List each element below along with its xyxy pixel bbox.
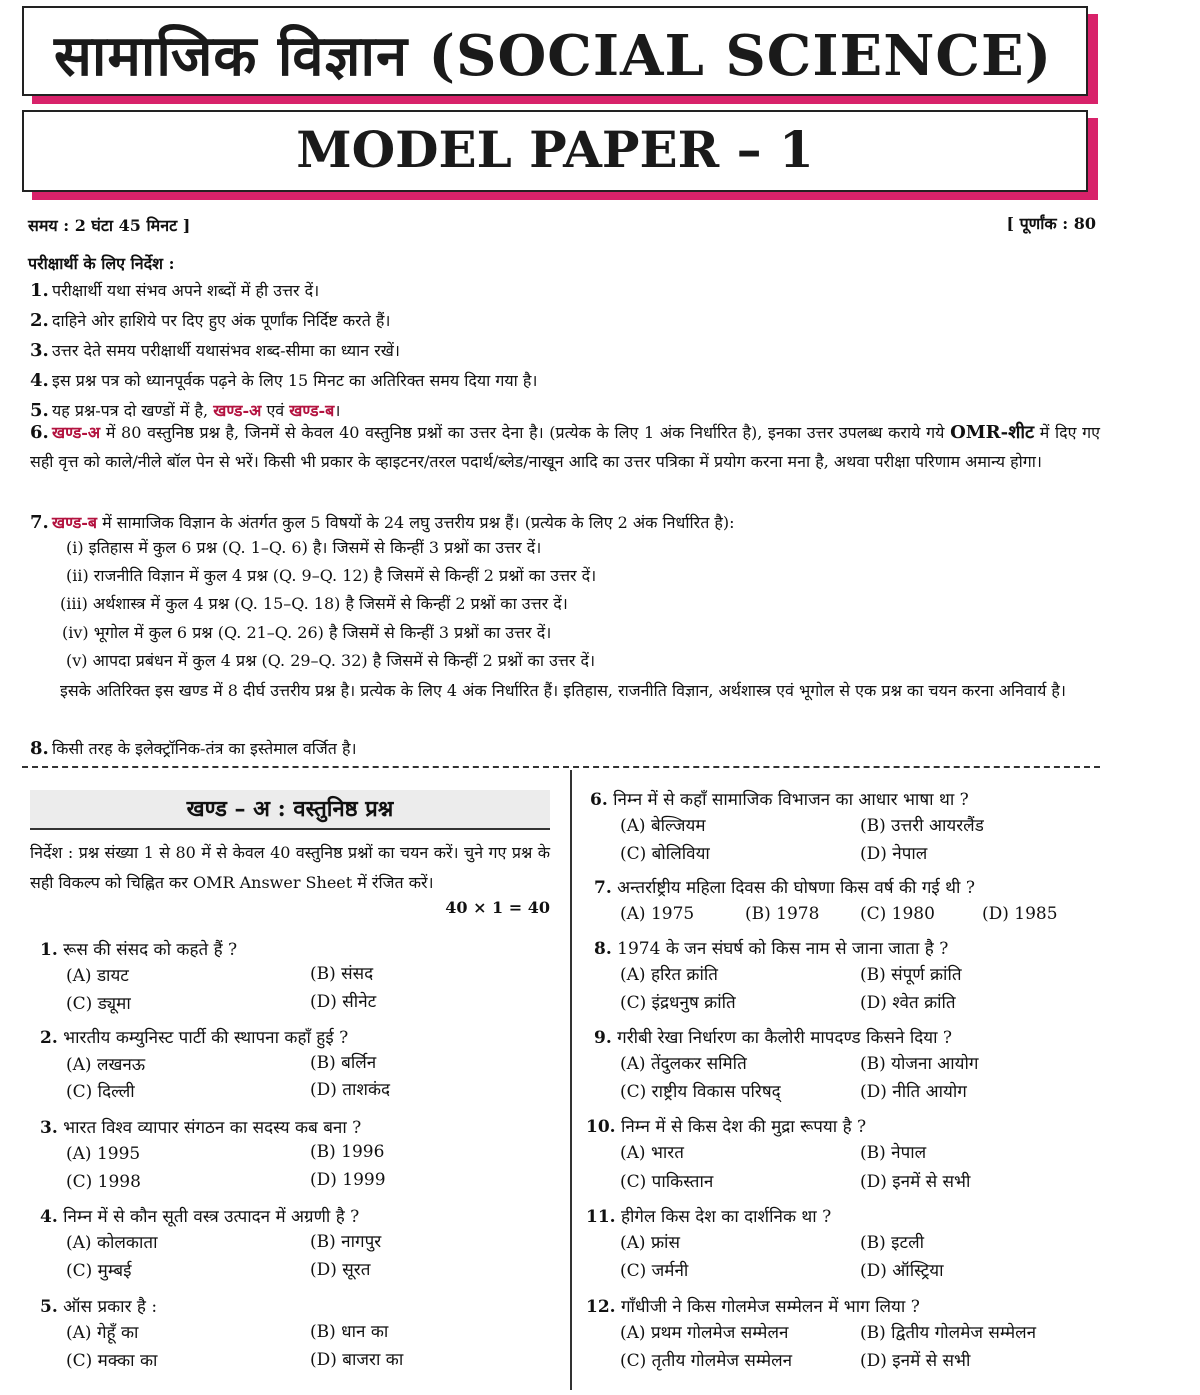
option: (D) बाजरा का bbox=[310, 1350, 404, 1370]
option: (B) संसद bbox=[310, 964, 374, 984]
option: (D) ऑस्ट्रिया bbox=[860, 1261, 944, 1281]
option: (A) भारत bbox=[620, 1143, 684, 1163]
question-number: 8. bbox=[594, 939, 612, 959]
question-number: 5. bbox=[40, 1297, 58, 1317]
instruction-text: यह प्रश्न-पत्र दो खण्डों में है, bbox=[52, 401, 209, 420]
option: (B) बर्लिन bbox=[310, 1053, 377, 1073]
option: (A) लखनऊ bbox=[66, 1055, 146, 1075]
option: (B) नेपाल bbox=[860, 1143, 927, 1163]
title-banner bbox=[22, 6, 1088, 96]
instruction-text: इस प्रश्न पत्र को ध्यानपूर्वक पढ़ने के लिए 15 मिनट का अतिरिक्त समय दिया गया है। bbox=[52, 371, 538, 390]
sub-instruction: (iii) अर्थशास्त्र में कुल 4 प्रश्न (Q. 15–Q. 18) है जिसमें से किन्हीं 2 प्रश्नों का उत्तर दें। bbox=[60, 594, 568, 613]
instruction-number: 3. bbox=[30, 340, 49, 361]
option: (B) संपूर्ण क्रांति bbox=[860, 965, 962, 985]
option: (B) 1996 bbox=[310, 1142, 385, 1162]
question-text: ऑस प्रकार है : bbox=[63, 1297, 158, 1317]
question-text: निम्न में से कहाँ सामाजिक विभाजन का आधार भाषा था ? bbox=[613, 790, 969, 810]
option: (C) 1980 bbox=[860, 904, 935, 924]
section-marks: 40 × 1 = 40 bbox=[445, 898, 550, 917]
question-text: 1974 के जन संघर्ष को किस नाम से जाना जाता है ? bbox=[617, 939, 949, 959]
instruction-number: 4. bbox=[30, 370, 49, 391]
instruction-text: किसी तरह के इलेक्ट्रॉनिक-तंत्र का इस्तेमाल वर्जित है। bbox=[52, 739, 357, 758]
question bbox=[40, 1203, 359, 1231]
option: (C) तृतीय गोलमेज सम्मेलन bbox=[620, 1351, 793, 1371]
question bbox=[40, 1024, 348, 1052]
option: (D) 1999 bbox=[310, 1170, 386, 1190]
question bbox=[594, 935, 948, 963]
question bbox=[586, 1203, 831, 1231]
question-number: 3. bbox=[40, 1118, 58, 1138]
paper-title: MODEL PAPER – 1 bbox=[296, 120, 814, 179]
question bbox=[586, 1113, 866, 1141]
option: (A) हरित क्रांति bbox=[620, 965, 718, 985]
option: (D) श्वेत क्रांति bbox=[860, 993, 956, 1013]
page-title: सामाजिक विज्ञान (SOCIAL SCIENCE) bbox=[54, 23, 1053, 89]
option: (A) बेल्जियम bbox=[620, 816, 706, 836]
question bbox=[594, 874, 975, 902]
option: (D) नेपाल bbox=[860, 844, 928, 864]
option: (D) नीति आयोग bbox=[860, 1082, 967, 1102]
option: (A) डायट bbox=[66, 966, 129, 986]
option: (C) इंद्रधनुष क्रांति bbox=[620, 993, 736, 1013]
column-divider bbox=[570, 770, 572, 1390]
option: (A) 1975 bbox=[620, 904, 695, 924]
omr-sheet-label: OMR-शीट bbox=[950, 422, 1035, 443]
option: (B) नागपुर bbox=[310, 1232, 382, 1252]
instruction-item bbox=[30, 508, 1100, 537]
extra-instruction: इसके अतिरिक्त इस खण्ड में 8 दीर्घ उत्तरीय प्रश्न है। प्रत्येक के लिए 4 अंक निर्धारित हैं। इतिहास, राजनीति विज्ञान, अर्थशास्त्र एवं भूगोल से एक प्रश्न का चयन करना अनिवार्य है। bbox=[60, 681, 1066, 700]
question bbox=[594, 1024, 952, 1052]
question-text: हीगेल किस देश का दार्शनिक था ? bbox=[620, 1207, 832, 1227]
instruction-item bbox=[30, 336, 1100, 365]
option: (A) गेहूँ का bbox=[66, 1323, 139, 1343]
section-direction: निर्देश : प्रश्न संख्या 1 से 80 में से केवल 40 वस्तुनिष्ठ प्रश्नों का चयन करें। चुने गए प्रश्न के सही विकल्प को चिह्नित कर OMR Answer Sheet में रंजित करें। bbox=[30, 843, 550, 892]
option: (B) द्वितीय गोलमेज सम्मेलन bbox=[860, 1323, 1037, 1343]
instruction-item bbox=[30, 366, 1100, 395]
instruction-item bbox=[30, 418, 1100, 476]
option: (D) 1985 bbox=[982, 904, 1058, 924]
question-text: भारत विश्व व्यापार संगठन का सदस्य कब बना ? bbox=[63, 1118, 362, 1138]
option: (C) राष्ट्रीय विकास परिषद् bbox=[620, 1082, 781, 1102]
option: (A) फ्रांस bbox=[620, 1233, 680, 1253]
option: (C) जर्मनी bbox=[620, 1261, 689, 1281]
instruction-text: दाहिने ओर हाशिये पर दिए हुए अंक पूर्णांक निर्दिष्ट करते हैं। bbox=[52, 311, 391, 330]
question-text: निम्न में से किस देश की मुद्रा रूपया है ? bbox=[620, 1117, 867, 1137]
question-text: अन्तर्राष्ट्रीय महिला दिवस की घोषणा किस वर्ष की गई थी ? bbox=[617, 878, 975, 898]
option: (D) सूरत bbox=[310, 1260, 371, 1280]
instruction-number: 5. bbox=[30, 400, 49, 421]
option: (C) मुम्बई bbox=[66, 1261, 132, 1281]
option: (C) ड्यूमा bbox=[66, 994, 131, 1014]
question-number: 11. bbox=[586, 1207, 616, 1227]
sub-instruction: (iv) भूगोल में कुल 6 प्रश्न (Q. 21–Q. 26) है जिसमें से किन्हीं 3 प्रश्नों का उत्तर दें। bbox=[62, 623, 552, 642]
instruction-number: 2. bbox=[30, 310, 49, 331]
option: (A) तेंदुलकर समिति bbox=[620, 1054, 747, 1074]
khand-b-label: खण्ड-ब bbox=[289, 401, 335, 420]
option: (B) 1978 bbox=[745, 904, 820, 924]
instruction-text: उत्तर देते समय परीक्षार्थी यथासंभव शब्द-सीमा का ध्यान रखें। bbox=[52, 341, 400, 360]
instruction-number: 7. bbox=[30, 512, 49, 533]
khand-a-label: खण्ड-अ bbox=[52, 423, 101, 442]
instruction-number: 8. bbox=[30, 738, 49, 759]
option: (D) सीनेट bbox=[310, 992, 377, 1012]
khand-b-label: खण्ड-ब bbox=[52, 513, 98, 532]
option: (C) मक्का का bbox=[66, 1351, 158, 1371]
time-label: समय : 2 घंटा 45 मिनट ] bbox=[28, 216, 191, 235]
instruction-text: परीक्षार्थी यथा संभव अपने शब्दों में ही उत्तर दें। bbox=[52, 281, 320, 300]
option: (C) पाकिस्तान bbox=[620, 1172, 714, 1192]
question-number: 9. bbox=[594, 1028, 612, 1048]
question-number: 10. bbox=[586, 1117, 616, 1137]
option: (B) धान का bbox=[310, 1322, 389, 1342]
instruction-item bbox=[30, 734, 1100, 763]
full-marks-label: [ पूर्णांक : 80 bbox=[1006, 214, 1096, 233]
sub-instruction: (v) आपदा प्रबंधन में कुल 4 प्रश्न (Q. 29–Q. 32) है जिसमें से किन्हीं 2 प्रश्नों का उत्तर दें। bbox=[66, 651, 596, 670]
sub-instruction: (i) इतिहास में कुल 6 प्रश्न (Q. 1–Q. 6) है। जिसमें से किन्हीं 3 प्रश्नों का उत्तर दें। bbox=[66, 538, 542, 557]
section-divider bbox=[22, 766, 1100, 768]
option: (A) प्रथम गोलमेज सम्मेलन bbox=[620, 1323, 789, 1343]
question bbox=[590, 786, 969, 814]
instruction-text: में 80 वस्तुनिष्ठ प्रश्न है, जिनमें से केवल 40 वस्तुनिष्ठ प्रश्नों का उत्तर देना है। (प्रत्येक के लिए 1 अंक निर्धारित है), इनका उत्तर उपलब्ध कराये गये bbox=[105, 423, 945, 442]
instruction-number: 1. bbox=[30, 280, 49, 301]
instruction-number: 6. bbox=[30, 422, 49, 443]
sub-instruction: (ii) राजनीति विज्ञान में कुल 4 प्रश्न (Q. 9–Q. 12) है जिसमें से किन्हीं 2 प्रश्नों का उत्तर दें। bbox=[66, 566, 597, 585]
option: (D) ताशकंद bbox=[310, 1080, 391, 1100]
option: (B) योजना आयोग bbox=[860, 1054, 979, 1074]
option: (C) 1998 bbox=[66, 1172, 141, 1192]
section-heading: खण्ड – अ : वस्तुनिष्ठ प्रश्न bbox=[30, 790, 550, 830]
option: (A) 1995 bbox=[66, 1144, 141, 1164]
question bbox=[40, 1293, 157, 1321]
question-number: 12. bbox=[586, 1297, 616, 1317]
question-text: गाँधीजी ने किस गोलमेज सम्मेलन में भाग लिया ? bbox=[620, 1297, 920, 1317]
instruction-item bbox=[30, 276, 1100, 305]
option: (C) बोलिविया bbox=[620, 844, 710, 864]
question-text: रूस की संसद को कहते हैं ? bbox=[63, 940, 238, 960]
question-text: निम्न में से कौन सूती वस्त्र उत्पादन में अग्रणी है ? bbox=[63, 1207, 360, 1227]
option: (D) इनमें से सभी bbox=[860, 1351, 971, 1371]
instruction-text: एवं bbox=[266, 401, 285, 420]
question-text: भारतीय कम्युनिस्ट पार्टी की स्थापना कहाँ हुई ? bbox=[63, 1028, 349, 1048]
question bbox=[586, 1293, 920, 1321]
instructions-heading: परीक्षार्थी के लिए निर्देश : bbox=[28, 254, 175, 273]
question-number: 4. bbox=[40, 1207, 58, 1227]
instruction-text: में दिए गए सही वृत्त को काले/नीले बॉल पेन से भरें। किसी भी प्रकार के व्हाइटनर/तरल पदार्थ/ब्लेड/नाखून आदि का उत्तर पत्रिका में प्रयोग करना मना है, अथवा परीक्षा परिणाम अमान्य होगा। bbox=[30, 423, 1101, 471]
model-paper-banner bbox=[22, 110, 1088, 192]
option: (D) इनमें से सभी bbox=[860, 1172, 971, 1192]
instruction-item bbox=[30, 306, 1100, 335]
option: (B) उत्तरी आयरलैंड bbox=[860, 816, 984, 836]
question-number: 6. bbox=[590, 790, 608, 810]
question-text: गरीबी रेखा निर्धारण का कैलोरी मापदण्ड किसने दिया ? bbox=[617, 1028, 953, 1048]
instruction-text: । bbox=[334, 401, 341, 420]
question bbox=[40, 936, 237, 964]
question-number: 1. bbox=[40, 940, 58, 960]
instruction-text: में सामाजिक विज्ञान के अंतर्गत कुल 5 विषयों के 24 लघु उत्तरीय प्रश्न हैं। (प्रत्येक के लिए 2 अंक निर्धारित है): bbox=[102, 513, 735, 532]
option: (B) इटली bbox=[860, 1233, 925, 1253]
question-number: 2. bbox=[40, 1028, 58, 1048]
question-number: 7. bbox=[594, 878, 612, 898]
option: (A) कोलकाता bbox=[66, 1233, 158, 1253]
option: (C) दिल्ली bbox=[66, 1082, 135, 1102]
khand-a-label: खण्ड-अ bbox=[213, 401, 262, 420]
